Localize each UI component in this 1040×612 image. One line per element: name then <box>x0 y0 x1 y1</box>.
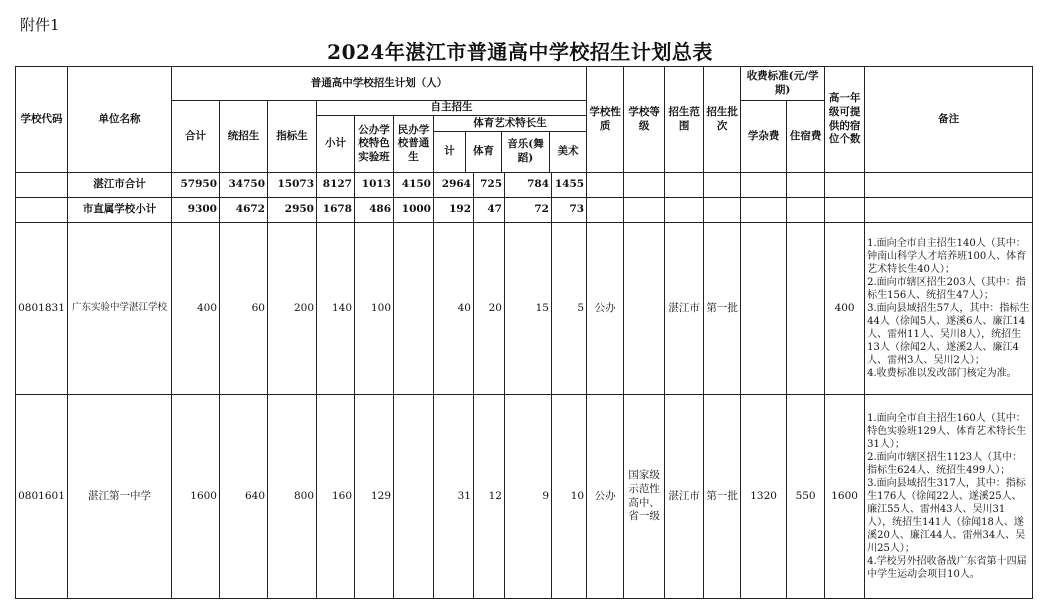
cell-public-special: 129 <box>355 395 394 599</box>
header-nature: 学校性质 <box>587 67 624 173</box>
cell-fine-arts: 10 <box>552 395 587 599</box>
cell-subtotal: 140 <box>317 223 355 395</box>
cell-private-general <box>394 223 434 395</box>
cell-sports: 47 <box>474 198 505 223</box>
cell-sports: 725 <box>474 173 505 198</box>
cell-unified: 4672 <box>220 198 268 223</box>
cell-music: 784 <box>505 173 552 198</box>
page-title: 2024年湛江市普通高中学校招生计划总表 <box>327 40 713 64</box>
header-total: 合计 <box>172 101 220 173</box>
cell-nature: 公办 <box>587 395 624 599</box>
header-arts-group: 体育艺术特长生 <box>434 116 586 132</box>
cell-lodging: 550 <box>787 395 825 599</box>
cell-private-general: 4150 <box>394 173 434 198</box>
cell-beds: 1600 <box>825 395 865 599</box>
cell-total: 400 <box>172 223 220 395</box>
cell-music: 15 <box>505 223 552 395</box>
cell-remarks: 1.面向全市自主招生160人（其中：特色实验班129人、体育艺术特长生31人）； 2.面向市辖区招生1123人（其中：指标生624人、统招生499人）； 3.面向县域招生317人，其中：指标生176人（徐闻22人、遂溪25人、廉江55人、雷州43人、吴川31人），统招生141人（徐闻18人、遂溪20人、廉江44人、雷州34人、吴川25人）； 4.学校另外招收备战广东省第十四届中学生运动会项目10人。 <box>865 395 1033 599</box>
cell-beds: 400 <box>825 223 865 395</box>
header-tuition: 学杂费 <box>741 101 787 173</box>
cell-subtotal: 160 <box>317 395 355 599</box>
cell-total: 9300 <box>172 198 220 223</box>
header-arts-total: 计 <box>434 132 466 172</box>
cell-quota: 2950 <box>268 198 317 223</box>
cell-scope: 湛江市 <box>665 223 704 395</box>
summary-name: 湛江市合计 <box>68 173 172 198</box>
cell-arts-total: 192 <box>434 198 474 223</box>
cell-music: 9 <box>505 395 552 599</box>
table-row <box>16 173 1033 198</box>
table-row <box>16 198 1033 223</box>
cell-batch: 第一批 <box>704 395 741 599</box>
summary-name: 市直属学校小计 <box>68 198 172 223</box>
cell-subtotal: 1678 <box>317 198 355 223</box>
cell-school-name: 湛江第一中学 <box>68 395 172 599</box>
cell-sports: 20 <box>474 223 505 395</box>
enrollment-plan-table <box>15 66 1033 599</box>
cell-unified: 34750 <box>220 173 268 198</box>
header-music: 音乐(舞蹈) <box>502 132 550 172</box>
cell-subtotal: 8127 <box>317 173 355 198</box>
header-private-general: 民办学校普通生 <box>394 116 434 173</box>
cell-grade: 国家级示范性高中、省一级 <box>624 395 665 599</box>
cell-tuition <box>741 223 787 395</box>
cell-sports: 12 <box>474 395 505 599</box>
header-unified: 统招生 <box>220 101 268 173</box>
cell-tuition: 1320 <box>741 395 787 599</box>
header-batch: 招生批次 <box>704 67 741 173</box>
cell-fine-arts: 1455 <box>552 173 587 198</box>
header-self-group: 自主招生 <box>317 101 587 116</box>
header-arts-block <box>434 116 587 173</box>
header-scope: 招生范围 <box>665 67 704 173</box>
cell-quota: 200 <box>268 223 317 395</box>
cell-fine-arts: 73 <box>552 198 587 223</box>
header-sports: 体育 <box>466 132 502 172</box>
table-row <box>16 223 1033 395</box>
cell-school-code: 0801601 <box>16 395 68 599</box>
cell-arts-total: 2964 <box>434 173 474 198</box>
cell-public-special: 1013 <box>355 173 394 198</box>
cell-nature: 公办 <box>587 223 624 395</box>
header-fee-group: 收费标准(元/学期) <box>741 67 825 101</box>
header-lodging: 住宿费 <box>787 101 825 173</box>
header-grade: 学校等级 <box>624 67 665 173</box>
header-public-special: 公办学校特色实验班 <box>355 116 394 173</box>
header-plan-group: 普通高中学校招生计划（人） <box>172 67 587 101</box>
cell-lodging <box>787 223 825 395</box>
cell-batch: 第一批 <box>704 223 741 395</box>
cell-remarks: 1.面向全市自主招生140人（其中：钟南山科学人才培养班100人、体育艺术特长生40人）； 2.面向市辖区招生203人（其中：指标生156人、统招生47人）； 3.面向县域招生57人，其中：指标生44人（徐闻5人、遂溪6人、廉江14人、雷州11人、吴川8人），统招生13人（徐闻2人、遂溪2人、廉江4人、雷州3人、吴川2人）； 4.收费标准以发改部门核定为准。 <box>865 223 1033 395</box>
header-unit-name: 单位名称 <box>68 67 172 173</box>
cell-quota: 800 <box>268 395 317 599</box>
cell-scope: 湛江市 <box>665 395 704 599</box>
cell-grade <box>624 223 665 395</box>
cell-arts-total: 31 <box>434 395 474 599</box>
cell-fine-arts: 5 <box>552 223 587 395</box>
cell-unified: 640 <box>220 395 268 599</box>
cell-public-special: 486 <box>355 198 394 223</box>
attachment-label: 附件1 <box>20 16 60 34</box>
cell-school-code: 0801831 <box>16 223 68 395</box>
header-beds: 高一年级可提供的宿位个数 <box>825 67 865 173</box>
header-remarks: 备注 <box>865 67 1033 173</box>
header-school-code: 学校代码 <box>16 67 68 173</box>
cell-total: 57950 <box>172 173 220 198</box>
header-quota: 指标生 <box>268 101 317 173</box>
cell-private-general: 1000 <box>394 198 434 223</box>
cell-school-name: 广东实验中学湛江学校 <box>68 223 172 395</box>
header-fine-arts: 美术 <box>557 145 579 158</box>
cell-unified: 60 <box>220 223 268 395</box>
cell-music: 72 <box>505 198 552 223</box>
cell-private-general <box>394 395 434 599</box>
cell-arts-total: 40 <box>434 223 474 395</box>
cell-quota: 15073 <box>268 173 317 198</box>
cell-total: 1600 <box>172 395 220 599</box>
table-row <box>16 395 1033 599</box>
header-subtotal: 小计 <box>317 116 355 173</box>
cell-public-special: 100 <box>355 223 394 395</box>
